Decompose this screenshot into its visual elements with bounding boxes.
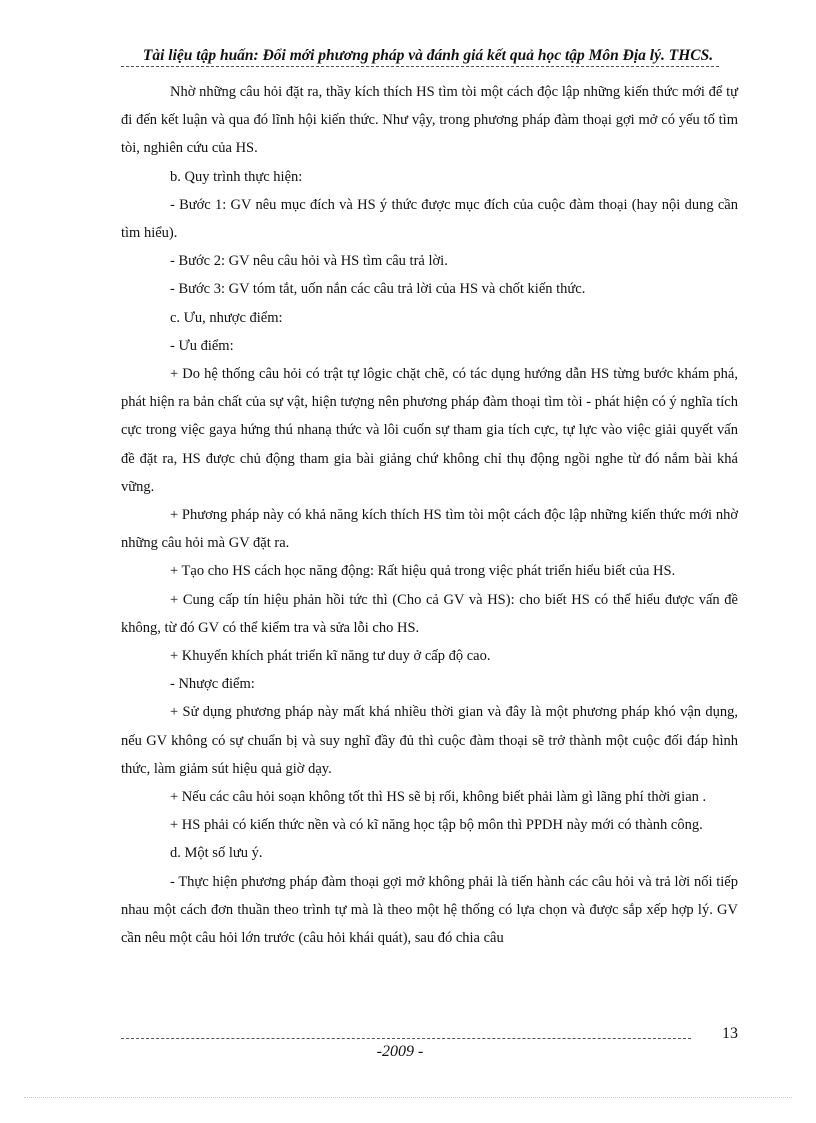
body-text	[121, 78, 738, 952]
footer-year: -2009 -	[376, 1043, 424, 1060]
subheading: - Nhược điểm:	[170, 676, 255, 693]
paragraph: - Bước 2: GV nêu câu hỏi và HS tìm câu trả lời.	[170, 253, 448, 270]
paragraph: + HS phải có kiến thức nền và có kĩ năng học tập bộ môn thì PPDH này mới có thành công.	[170, 817, 703, 834]
section-heading: b. Quy trình thực hiện:	[170, 168, 303, 185]
paragraph: - Bước 3: GV tóm tắt, uốn nắn các câu trả lời của HS và chốt kiến thức.	[170, 281, 586, 298]
page-bottom-border	[24, 1097, 792, 1098]
paragraph: + Tạo cho HS cách học năng động: Rất hiệu quả trong việc phát triển hiểu biết của HS.	[170, 563, 676, 580]
header-divider	[121, 66, 719, 67]
paragraph: + Phương pháp này có khả năng kích thích HS tìm tòi một cách độc lập những kiến thức mới nhờ những câu hỏi mà GV đặt ra.	[121, 507, 738, 552]
paragraph: - Thực hiện phương pháp đàm thoại gợi mở không phải là tiến hành các câu hỏi và trả lời nối tiếp nhau một cách đơn thuần theo trình tự mà là theo một hệ thống có lựa chọn và được sắp xếp hợp lý. GV cần nêu một câu hỏi lớn trước (câu hỏi khái quát), sau đó chia câu	[121, 873, 738, 947]
paragraph: + Sử dụng phương pháp này mất khá nhiều thời gian và đây là một phương pháp khó vận dụng, nếu GV không có sự chuẩn bị và suy nghĩ đầy đủ thì cuộc đàm thoại sẽ trở thành một cuộc đối đáp hình thức, làm giảm sút hiệu quả giờ dạy.	[121, 704, 738, 777]
paragraph: + Nếu các câu hỏi soạn không tốt thì HS sẽ bị rối, không biết phải làm gì lãng phí thời gian .	[170, 789, 707, 806]
paragraph: + Cung cấp tín hiệu phản hồi tức thì (Cho cả GV và HS): cho biết HS có thể hiểu được vấn đề không, từ đó GV có thể kiểm tra và sửa lỗi cho HS.	[121, 591, 738, 636]
page-number: 13	[722, 1025, 738, 1042]
subheading: - Ưu điểm:	[170, 337, 234, 354]
header-title: Tài liệu tập huấn: Đổi mới phương pháp và đánh giá kết quả học tập Môn Địa lý. THCS.	[142, 47, 714, 64]
section-heading: d. Một số lưu ý.	[170, 845, 263, 862]
paragraph: + Khuyến khích phát triển kĩ năng tư duy ở cấp độ cao.	[170, 648, 491, 665]
footer-divider	[121, 1038, 691, 1039]
paragraph: - Bước 1: GV nêu mục đích và HS ý thức được mục đích của cuộc đàm thoại (hay nội dung cần tìm hiểu).	[121, 196, 738, 242]
paragraph: + Do hệ thống câu hỏi có trật tự lôgic chặt chẽ, có tác dụng hướng dẫn HS từng bước khám phá, phát hiện ra bản chất của sự vật, hiện tượng nên phương pháp đàm thoại tìm tòi - phát hiện có ý nghĩa tích cực trong việc gaya hứng thú nhanạ thức và lôi cuốn sự tham gia tích cực, tự lực vào việc giải quyết vấn đề đặt ra, HS được chủ động tham gia bài giảng chứ không chỉ thụ động ngồi nghe từ đó nắm bài khá vững.	[121, 366, 738, 495]
paragraph: Nhờ những câu hỏi đặt ra, thầy kích thích HS tìm tòi một cách độc lập những kiến thức mới để tự đi đến kết luận và qua đó lĩnh hội kiến thức. Như vậy, trong phương pháp đàm thoại gợi mở có yếu tố tìm tòi, nghiên cứu của HS.	[121, 84, 738, 157]
section-heading: c. Ưu, nhược điểm:	[170, 309, 283, 326]
